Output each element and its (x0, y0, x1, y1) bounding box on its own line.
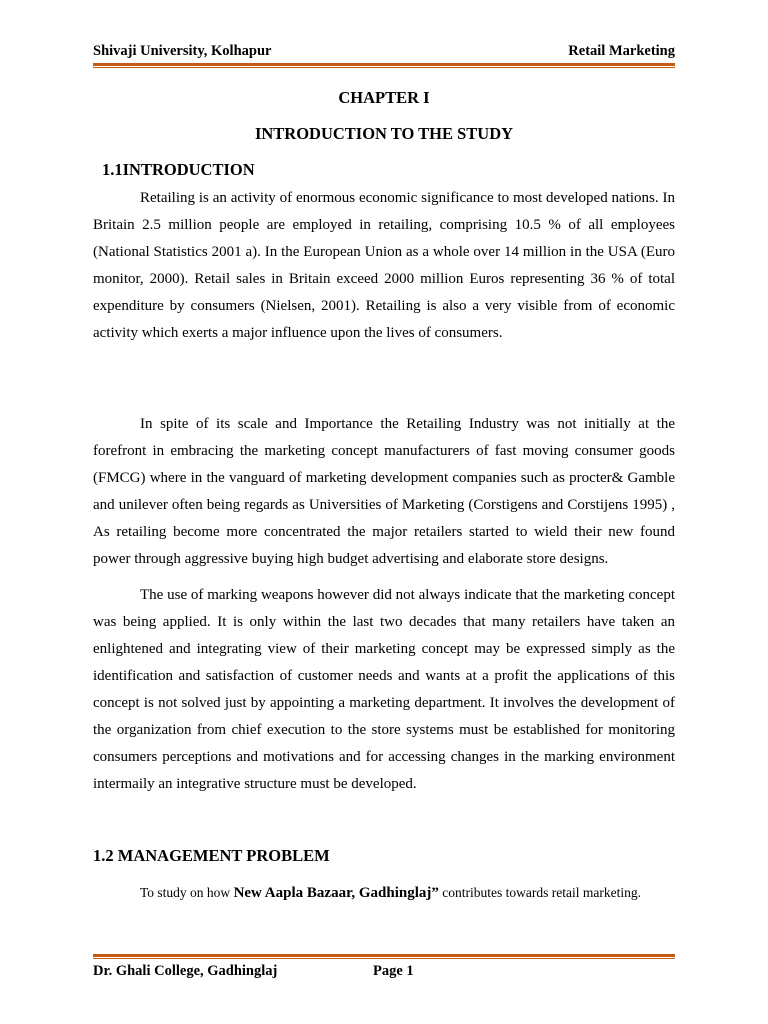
header-university: Shivaji University, Kolhapur (93, 43, 272, 59)
footer-rule (93, 954, 675, 957)
section-heading-management-problem: 1.2 MANAGEMENT PROBLEM (93, 846, 330, 865)
paragraph-4-tail: contributes towards retail marketing. (438, 885, 641, 900)
paragraph-4 (93, 878, 675, 908)
paragraph-4-store-name: New Aapla Bazaar, Gadhinglaj” (233, 885, 439, 901)
chapter-number: CHAPTER I (338, 88, 430, 107)
paragraph-1: Retailing is an activity of enormous economic significance to most developed nations. In Britain 2.5 million people are employed in retailing, comprising 10.5 % of all employees (National Statistics 2001 a). In the European Union as a whole over 14 million in the USA (Euro monitor, 2000). Retail sales in Britain exceed 2000 million Euros representing 36 % of total expenditure by consumers (Nielsen, 2001). Retailing is also a very visible from of economic activity which exerts a major influence upon the lives of consumers. (93, 190, 675, 341)
section-heading-introduction: 1.1INTRODUCTION (102, 160, 255, 179)
paragraph-2: In spite of its scale and Importance the Retailing Industry was not initially at the forefront in embracing the marketing concept manufacturers of fast moving consumer goods (FMCG) where in the vanguard of marketing development companies such as procter& Gamble and unilever often being regards as Universities of Marketing (Corstigens and Corstijens 1995) , As retailing become more concentrated the major retailers started to wield their new found power through aggressive buying high budget advertising and elaborate store designs. (93, 416, 675, 567)
paragraph-3: The use of marking weapons however did not always indicate that the marketing concept was being applied. It is only within the last two decades that many retailers have taken an enlightened and integrating view of their marketing concept may be expressed simply as the identification and satisfaction of customer needs and wants at a profit the applications of this concept is not solved just by appointing a marketing department. It involves the development of the organization from chief execution to the store systems must be established for monitoring consumers perceptions and motivations and for accessing changes in the marking environment intermaily an integrative structure must be developed. (93, 587, 675, 792)
header-subject: Retail Marketing (568, 43, 675, 59)
footer-college: Dr. Ghali College, Gadhinglaj (93, 963, 278, 979)
page-header (93, 43, 675, 60)
paragraph-4-lead: To study on how (140, 885, 234, 900)
header-rule (93, 63, 675, 66)
page-number: Page 1 (373, 963, 414, 979)
chapter-title: INTRODUCTION TO THE STUDY (254, 124, 514, 143)
